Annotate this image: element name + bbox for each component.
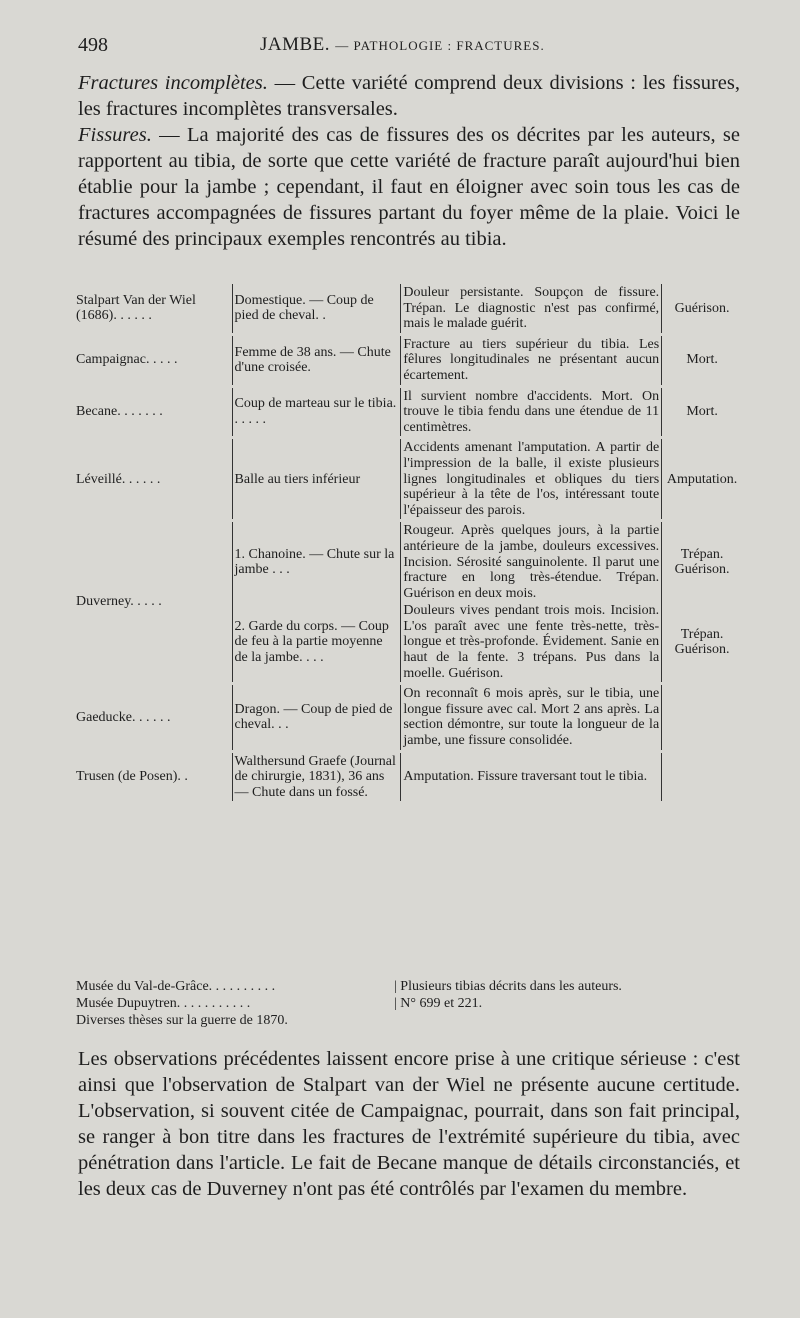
running-title-sub: — PATHOLOGIE : FRACTURES. (335, 38, 545, 53)
table-row (74, 284, 742, 333)
observation-cause: 1. Chanoine. — Chute sur la jambe . . . (232, 522, 401, 602)
table-row (74, 522, 742, 602)
museum-label: Musée Dupuytren. . . . . . . . . . . (76, 996, 251, 1011)
observation-author: Léveillé. . . . . . (76, 471, 161, 487)
observation-author: Stalpart Van der Wiel (1686). . . . . . (76, 292, 196, 324)
observation-cause: Dragon. — Coup de pied de cheval. . . (232, 685, 401, 749)
observation-result (662, 753, 742, 802)
table-row (74, 753, 742, 802)
observation-description: Il survient nombre d'accidents. Mort. On trouve le tibia fendu dans une étendue de 11 centimètres. (401, 388, 662, 437)
observation-cause: Femme de 38 ans. — Chute d'une croisée. (232, 336, 401, 385)
page-number: 498 (78, 34, 108, 56)
observation-description: Fracture au tiers supérieur du tibia. Les fêlures longitudinales ne présentant aucun écartement. (401, 336, 662, 385)
running-title (260, 34, 545, 56)
running-header (78, 34, 740, 60)
paragraph-text: Les observations précédentes laissent encore prise à une critique sérieuse : c'est ainsi que l'observation de Stalpart van der Wiel ne présente aucune certitude. L'observation, si souvent citée de Campaignac, pourrait, dans son fait principal, se ranger à bon titre dans les fractures de l'extrémité supérieure du tibia, avec pénétration dans l'article. Le fait de Becane manque de détails circonstanciés, et les deux cas de Duverney n'ont pas été contrôlés par l'examen du membre. (78, 1048, 740, 1200)
paragraph-label: Fractures incomplètes. (78, 72, 268, 94)
paragraph-label: Fissures. (78, 124, 152, 146)
paragraph-text: — Cette variété comprend deux divisions : les fissures, les fractures incomplètes transversales. (78, 72, 740, 120)
observation-author: Trusen (de Posen). . (76, 769, 188, 785)
observation-description: Douleurs vives pendant trois mois. Incision. L'os paraît avec une fente très-nette, très-longue et très-profonde. Évidement. Sanie en haut de la fente. 3 trépans. Pus dans la moelle. Guérison. (401, 602, 662, 682)
observation-description: Rougeur. Après quelques jours, à la partie antérieure de la jambe, douleurs excessives. Incision. Sérosité sanguinolente. Il parut une fracture en long très-étendue. Trépan. Guérison en deux mois. (401, 522, 662, 602)
observation-author: Becane. . . . . . . (76, 404, 163, 420)
observation-author: Campaignac. . . . . (76, 352, 178, 368)
observation-cause: Coup de marteau sur le tibia. . . . . . (232, 388, 401, 437)
list-item (76, 978, 622, 995)
observation-description: Amputation. Fissure traversant tout le tibia. (401, 753, 662, 802)
observation-result: Trépan. Guérison. (674, 626, 730, 658)
observation-result (662, 685, 742, 749)
observation-result: Mort. (686, 404, 718, 420)
paragraph-text: — La majorité des cas de fissures des os décrites par les auteurs, se rapportent au tibia, de sorte que cette variété de fracture paraît aujourd'hui bien établie pour la jambe ; cependant, il faut en éloigner avec soin tous les cas de fractures accompagnées de fissures partant du foyer même de la plaie. Voici le résumé des principaux exemples rencontrés au tibia. (78, 124, 740, 250)
museum-label: Diverses thèses sur la guerre de 1870. (76, 1013, 288, 1028)
table-row (74, 336, 742, 385)
observation-result: Guérison. (674, 300, 730, 316)
observation-description: On reconnaît 6 mois après, sur le tibia, une longue fissure avec cal. Mort 2 ans après. La section démontre, sur toute la longueur de la jambe, une fissure consolidée. (401, 685, 662, 749)
running-title-main: JAMBE. (260, 34, 331, 55)
table-row (74, 388, 742, 437)
observation-result: Amputation. (666, 471, 738, 487)
list-item (76, 1012, 622, 1029)
paragraph-critique (78, 1046, 740, 1202)
observation-author: Duverney. . . . . (76, 594, 162, 610)
museum-label: Musée du Val-de-Grâce. . . . . . . . . . (76, 979, 276, 994)
observation-description: Douleur persistante. Soupçon de fissure. Trépan. Le diagnostic n'est pas confirmé, mais le malade guérit. (401, 284, 662, 333)
observation-cause: 2. Garde du corps. — Coup de feu à la partie moyenne de la jambe. . . . (232, 602, 401, 682)
observation-author: Gaeducke. . . . . . (76, 709, 171, 725)
observation-result: Mort. (686, 352, 718, 368)
observation-description: Accidents amenant l'amputation. A partir de l'impression de la balle, il existe plusieurs lignes longitudinales et obliques du tiers supérieur à la tête de l'os, intéressant toute l'épaisseur des parois. (401, 439, 662, 519)
paragraph-fractures-incompletes (78, 70, 740, 122)
list-item (76, 995, 622, 1012)
observation-cause: Walthersund Graefe (Journal de chirurgie, 1831), 36 ans — Chute dans un fossé. (232, 753, 401, 802)
observation-cause: Domestique. — Coup de pied de cheval. . (232, 284, 401, 333)
museum-list (76, 978, 622, 1029)
table-row (74, 685, 742, 749)
paragraph-fissures (78, 122, 740, 252)
observations-table (74, 284, 742, 801)
museum-value: | N° 699 et 221. (394, 996, 483, 1011)
museum-value: | Plusieurs tibias décrits dans les auteurs. (394, 979, 622, 994)
table-row (74, 439, 742, 519)
observation-cause: Balle au tiers inférieur (232, 439, 401, 519)
observation-result: Trépan. Guérison. (674, 546, 730, 578)
